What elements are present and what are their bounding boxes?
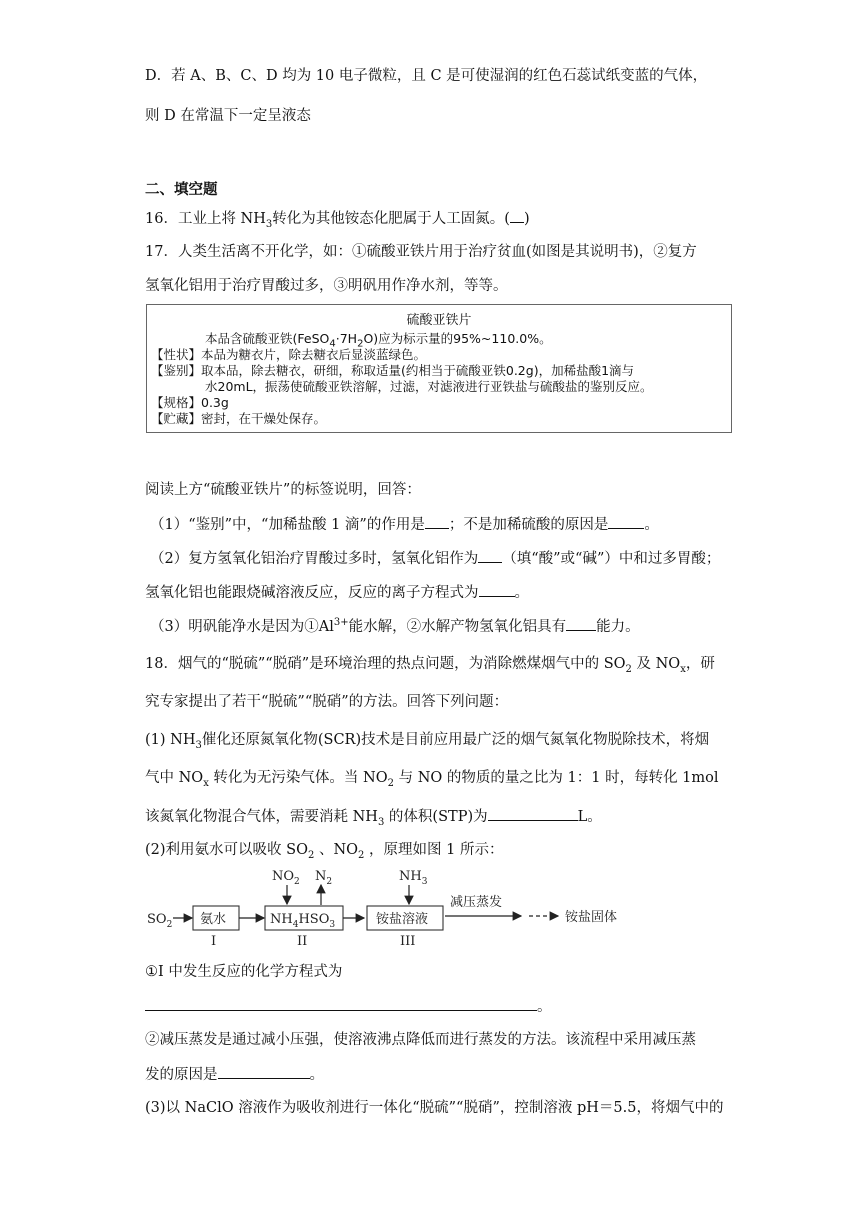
so2-input-label: $SO_2$ (147, 912, 173, 930)
q17-p1-c: 。 (644, 517, 659, 533)
ammonium-solution-label: 铵盐溶液 (376, 912, 429, 927)
q18-line4 (145, 768, 719, 788)
q18-line2: 究专家提出了若干“脱硫”“脱硝”的方法。回答下列问题： (145, 694, 509, 710)
n2-output-label: $N_2$ (315, 869, 333, 887)
q18-l5-sub: 3 (377, 816, 385, 828)
equation-blank[interactable] (145, 996, 537, 1011)
q17-p3-sup: 3+ (333, 617, 349, 629)
q18-l3-b: 催化还原氮氧化物(SCR)技术是目前应用最广泛的烟气氮氧化物脱除技术，将烟 (201, 732, 710, 748)
ferrous-sulfate-label (146, 304, 732, 433)
option-d-line1: D．若 A、B、C、D 均为 10 电子微粒，且 C 是可使湿润的红色石蕊试纸变蓝的气体， (145, 68, 708, 84)
q18-l3-a: (1) NH (145, 732, 196, 748)
label-storage: 【贮藏】密封，在干燥处保存。 (151, 411, 327, 426)
q18-l4-b: 转化为无污染气体。当 NO (208, 770, 388, 786)
label-specification: 【规格】0.3g (151, 395, 229, 410)
q18-l1-b: 及 NO (631, 656, 681, 672)
product-label: 铵盐固体 (565, 910, 618, 925)
q18-l5-c: L。 (577, 809, 602, 825)
label-properties: 【性状】本品为糖衣片，除去糖衣后显淡蓝绿色。 (151, 347, 427, 362)
q16-answer-blank[interactable] (510, 208, 524, 223)
label-identification-2: 水20mL，振荡使硫酸亚铁溶解，过滤，对滤液进行亚铁盐与硫酸盐的鉴别反应。 (205, 379, 653, 394)
q17-p3-a: （3）明矾能净水是因为①Al (150, 619, 334, 635)
q18-line6 (145, 840, 503, 860)
option-d-line2: 则 D 在常温下一定呈液态 (145, 108, 311, 124)
no2-input-label: $NO_2$ (272, 869, 300, 887)
q17-p2-l2-a: 氢氧化铝也能跟烧碱溶液反应，反应的离子方程式为 (145, 585, 479, 601)
q18-sub1: ①I 中发生反应的化学方程式为 (145, 964, 343, 980)
q17-p2-blank2[interactable] (479, 582, 515, 597)
q16-tail: ) (523, 211, 530, 227)
label-content-line (205, 331, 552, 350)
q18-sub1-end: 。 (537, 999, 552, 1015)
label-l1-b: ·7H (335, 331, 358, 346)
evaporation-label: 减压蒸发 (450, 895, 503, 910)
q17-part2-line2 (145, 582, 529, 603)
q18-sub2-line2 (145, 1064, 324, 1085)
label-l1-sub2: 2 (357, 338, 364, 350)
q18-l1-a: 18．烟气的“脱硫”“脱硝”是环境治理的热点问题，为消除燃煤烟气中的 SO (145, 656, 626, 672)
q16-sub: 3 (265, 218, 273, 230)
q18-line5 (145, 806, 602, 827)
q16-text2: 转化为其他铵态化肥属于人工固氮。( (272, 211, 510, 227)
process-flow-diagram (145, 866, 665, 952)
reason-blank[interactable] (218, 1064, 310, 1079)
label-identification-1: 【鉴别】取本品，除去糖衣，研细，称取适量(约相当于硫酸亚铁0.2g)，加稀盐酸1滴与 (151, 363, 635, 378)
q18-l6-b: 、NO (314, 842, 359, 858)
q18-sub1-answer (145, 996, 552, 1017)
section-title: 二、填空题 (145, 181, 218, 198)
q17-p1-blank1[interactable] (425, 514, 449, 529)
q18-l5-a: 该氮氧化物混合气体，需要消耗 NH (145, 809, 378, 825)
q17-p1-b: ；不是加稀硫酸的原因是 (448, 517, 609, 533)
q18-l1-sub1: 2 (625, 663, 632, 675)
q18-l1-c: ，研 (685, 656, 715, 672)
q18-line1 (145, 654, 715, 674)
q17-prompt: 阅读上方“硫酸亚铁片”的标签说明，回答： (145, 482, 421, 498)
stage-label-2: II (297, 934, 308, 949)
q17-p2-a: （2）复方氢氧化铝治疗胃酸过多时，氢氧化铝作为 (150, 551, 479, 567)
q18-volume-blank[interactable] (488, 806, 578, 821)
nh3-input-label: $NH_3$ (399, 869, 428, 887)
q16-text: 16．工业上将 NH (145, 211, 266, 227)
q18-l5-b: 的体积(STP)为 (384, 809, 488, 825)
q17-p3-b: 能水解，②水解产物氢氧化铝具有 (348, 619, 567, 635)
q18-l6-sub1: 2 (307, 849, 315, 861)
stage-label-1: I (211, 934, 217, 949)
q17-part3 (150, 616, 640, 637)
q18-sub2-a: 发的原因是 (145, 1067, 218, 1083)
q18-l1-sub2: x (680, 663, 686, 675)
q18-part3-line1: (3)以 NaClO 溶液作为吸收剂进行一体化“脱硫”“脱硝”，控制溶液 pH＝5.5，将烟气中的 (145, 1100, 724, 1116)
q17-part1 (150, 514, 659, 535)
label-title: 硫酸亚铁片 (406, 313, 472, 328)
question-16 (145, 208, 530, 229)
q18-sub2-line1: ②减压蒸发是通过减小压强，使溶液沸点降低而进行蒸发的方法。该流程中采用减压蒸 (145, 1032, 696, 1048)
q17-line1: 17．人类生活离不开化学，如：①硫酸亚铁片用于治疗贫血(如图是其说明书)，②复方 (145, 244, 697, 260)
q18-l4-sub2: 2 (387, 777, 394, 789)
q18-l4-a: 气中 NO (145, 770, 204, 786)
q18-l3-sub: 3 (195, 739, 202, 751)
q18-l4-c: 与 NO 的物质的量之比为 1：1 时，每转化 1mol (394, 770, 719, 786)
q18-l6-sub2: 2 (358, 849, 365, 861)
q18-line3 (145, 730, 709, 750)
q18-l6-a: (2)利用氨水可以吸收 SO (145, 842, 308, 858)
q18-l4-sub1: x (203, 777, 209, 789)
q17-p2-b: （填“酸”或“碱”）中和过多胃酸； (502, 551, 721, 567)
q17-p3-blank[interactable] (566, 616, 596, 631)
q17-p3-c: 能力。 (596, 619, 640, 635)
label-l1-sub1: 4 (329, 338, 336, 350)
stage-label-3: III (400, 934, 416, 949)
q17-part2 (150, 548, 720, 569)
q17-p2-blank1[interactable] (478, 548, 502, 563)
q17-line2: 氢氧化铝用于治疗胃酸过多，③明矾用作净水剂，等等。 (145, 278, 508, 294)
q18-sub2-b: 。 (309, 1067, 324, 1083)
label-l1-a: 本品含硫酸亚铁(FeSO (205, 331, 330, 346)
label-l1-c: O)应为标示量的95%~110.0%。 (363, 331, 552, 346)
q17-p1-a: （1）“鉴别”中，“加稀盐酸 1 滴”的作用是 (150, 517, 425, 533)
ammonia-label: 氨水 (200, 912, 227, 927)
q18-l6-c: ，原理如图 1 所示： (364, 842, 504, 858)
q17-p1-blank2[interactable] (608, 514, 644, 529)
nh4hso3-label: $NH_4HSO_3$ (270, 912, 336, 930)
q17-p2-l2-b: 。 (514, 585, 529, 601)
